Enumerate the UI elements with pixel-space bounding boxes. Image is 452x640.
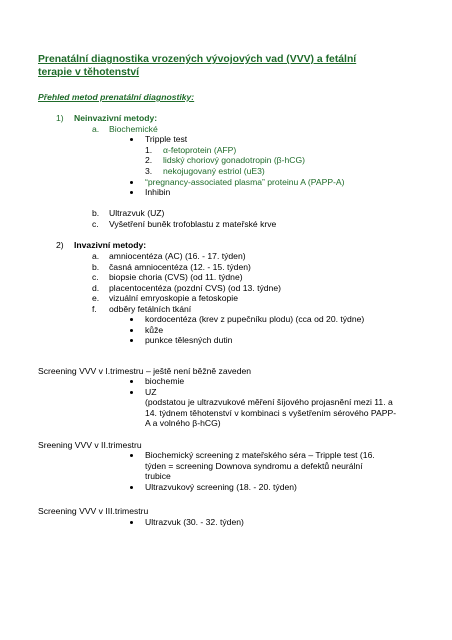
section-1-heading: Neinvazivní metody: <box>74 113 158 123</box>
item-c-text: Vyšetření buněk trofoblastu z mateřské krve <box>109 219 277 229</box>
screening-2-heading: Sreening VVV v II.trimestru <box>38 440 142 450</box>
bullet-icon <box>130 191 133 194</box>
bullet-icon <box>130 454 133 457</box>
section-subtitle: Přehled metod prenatální diagnostiky: <box>38 92 195 102</box>
item-a-label: Biochemické <box>109 124 158 134</box>
screening-1-heading: Screening VVV v I.trimestru – ještě není běžně zaveden <box>38 366 252 376</box>
sub-item-1-number: 1. <box>145 145 153 155</box>
item-c-marker: c. <box>92 219 99 229</box>
inhibin-label: Inhibin <box>145 187 171 197</box>
tissue-item-3: punkce tělesných dutin <box>145 335 233 345</box>
screening-3-heading: Screening VVV v III.trimestru <box>38 506 149 516</box>
invasive-item-c-text: biopsie choria (CVS) (od 11. týdne) <box>109 272 243 282</box>
section-2-heading: Invazivní metody: <box>74 240 147 250</box>
sub-item-3-number: 3. <box>145 166 153 176</box>
bullet-icon <box>130 138 133 141</box>
sub-item-2-text: lidský choriový gonadotropin (β-hCG) <box>163 155 306 165</box>
section-1-number: 1) <box>56 113 64 123</box>
item-b-marker: b. <box>92 208 100 218</box>
screening-2-bullet-1-line-2: týden = screening Downova syndromu a defektů neurální <box>145 461 363 471</box>
invasive-item-d-text: placentocentéza (pozdní CVS) (od 13. týdne) <box>109 283 281 293</box>
invasive-item-b-text: časná amniocentéza (12. - 15. týden) <box>109 262 251 272</box>
item-b-text: Ultrazvuk (UZ) <box>109 208 165 218</box>
screening-1-note-line-1: (podstatou je ultrazvukové měření šíjového projasnění mezi 11. a <box>145 397 393 407</box>
document-title-line-2: terapie v těhotenství <box>38 67 140 78</box>
invasive-item-d-marker: d. <box>92 283 100 293</box>
screening-1-bullet-1: biochemie <box>145 376 185 386</box>
tissue-item-2: kůže <box>145 325 164 335</box>
invasive-item-f-text: odběry fetálních tkání <box>109 304 192 314</box>
item-a-marker: a. <box>92 124 100 134</box>
invasive-item-a-text: amniocentéza (AC) (16. - 17. týden) <box>109 251 246 261</box>
bullet-icon <box>130 339 133 342</box>
invasive-item-f-marker: f. <box>92 304 97 314</box>
tissue-item-1: kordocentéza (krev z pupečníku plodu) (cca od 20. týdne) <box>145 314 365 324</box>
bullet-icon <box>130 391 133 394</box>
document-title-line-1: Prenatální diagnostika vrozených vývojových vad (VVV) a fetální <box>38 54 357 65</box>
screening-1-note-line-2: 14. týdnem těhotenství v kombinaci s vyšetřením sérového PAPP- <box>145 408 397 418</box>
screening-2-bullet-1-line-1: Biochemický screening z mateřského séra – Tripple test (16. <box>145 450 375 460</box>
bullet-icon <box>130 380 133 383</box>
invasive-item-b-marker: b. <box>92 262 100 272</box>
invasive-item-a-marker: a. <box>92 251 100 261</box>
bullet-icon <box>130 486 133 489</box>
tripple-test-label: Tripple test <box>145 134 188 144</box>
screening-2-bullet-1-line-3: trubice <box>145 471 171 481</box>
screening-1-note-line-3: A a volného β-hCG) <box>145 418 221 428</box>
section-2-number: 2) <box>56 240 64 250</box>
sub-item-1-text: α-fetoprotein (AFP) <box>163 145 237 155</box>
screening-3-bullet-1: Ultrazvuk (30. - 32. týden) <box>145 517 244 527</box>
bullet-icon <box>130 521 133 524</box>
invasive-item-e-text: vizuální emryoskopie a fetoskopie <box>109 293 238 303</box>
sub-item-3-text: nekojugovaný estriol (uE3) <box>163 166 265 176</box>
invasive-item-c-marker: c. <box>92 272 99 282</box>
bullet-icon <box>130 329 133 332</box>
invasive-item-e-marker: e. <box>92 293 100 303</box>
screening-1-bullet-2: UZ <box>145 387 157 397</box>
bullet-icon <box>130 318 133 321</box>
screening-2-bullet-2: Ultrazvukový screening (18. - 20. týden) <box>145 482 297 492</box>
bullet-icon <box>130 181 133 184</box>
papp-a-label: “pregnancy-associated plasma” proteinu A (PAPP-A) <box>145 177 345 187</box>
sub-item-2-number: 2. <box>145 155 153 165</box>
